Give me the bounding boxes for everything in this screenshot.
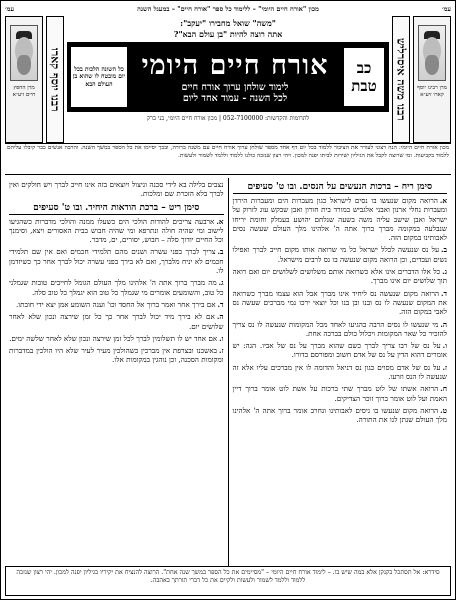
seif-paragraph	[233, 341, 448, 360]
masthead-center	[67, 16, 389, 143]
seif-number: א.	[216, 216, 224, 226]
contact-line: לתרומות והקדשות: 052-7100000 | מכון אורח חיים היומי, בני ברק	[146, 115, 310, 122]
seif-number: ו.	[442, 341, 447, 351]
date-month: טבת	[351, 77, 377, 95]
page-label-left: עמ׳	[5, 5, 15, 13]
masthead-line2: אתה רוצה להיות "בן עולם הבא"?	[173, 29, 283, 39]
seif-text: על נס של רבו צריך לברך כשם שהוא מברך על נס של אביו. הגה: יש אומרים דהוא הדין על נס של אדם חשוב ומפורסם בדורו.	[232, 341, 447, 360]
seif-number: ג.	[218, 278, 224, 288]
seif-text: מי שנעשו לו נסים הרבה בהגיעו לאחד מכל המקומות שנעשה לו נס צריך להזכיר כל שאר המקומות ויכלול כולם בברכה אחת.	[232, 319, 447, 338]
seif-text: על נס שנעשה לכלל ישראל כל מי שרואה אותו מקום חייב לברך ואפילו נשים ועבדים, וכן הרואה מקום שנעשה בו נס לרבים מישראל.	[232, 245, 447, 264]
masthead-line1: "משה" שואל מחבירו "יעקב":	[180, 18, 276, 28]
seif-paragraph	[233, 267, 448, 286]
seif-number: ב.	[217, 247, 224, 257]
title-box	[67, 42, 389, 112]
seif-text: אם בירך אחר ואמר ברוך אל החסד וכו' וענה השומע אמן יצא ידי חובתו.	[16, 299, 216, 309]
portrait-left-caption: מרן החפץ חיים זיע״א	[12, 85, 36, 98]
seif-text: אם לא בירך מיד יכול לברך אחר כך כל זמן שירצה ונכון שלא לאחר שלושים יום.	[9, 312, 224, 331]
seif-number: ד.	[217, 299, 224, 309]
portrait-right	[413, 16, 451, 143]
seif-paragraph	[9, 217, 224, 245]
portrait-left	[5, 16, 43, 143]
seif-number: ב.	[441, 245, 447, 255]
seif-text: באשכנז ובצרפת אין מברכין כשהולכין מעיר לעיר שלא היו הולכין במדברות ומקומות הסכנה, וכן נוהגין במקומות אלו.	[9, 346, 224, 365]
vertical-name-left: רבנו יוסף קארו	[46, 16, 64, 143]
institute-banner: מכון "אורח חיים היומי" – ללימוד כל ספר "אורח חיים" – במעגל השנה	[137, 5, 319, 13]
seif-paragraph	[9, 312, 224, 331]
notice-strip: מכון אורח חיים היומי: הנה רצוני לעורר את הציבור ללמוד בכל יום דף אחד מספר שולחן ערוך אורח חיים עם משנה ברורה, ובכך יסיימו את כל הספר במשך השנה. והרבה אנשים כבר קיבלו עליהם ללמוד בקביעות. ומי שרוצה לקבל את הגיליון ישירות לביתו יפנה למכון. ויהי רצון שנזכה כולנו ללמוד וללמד לשמור ולעשות.	[5, 143, 451, 175]
seif-text: הרואה מקום שנעשה נס ליחיד אינו מברך אבל הוא עצמו מברך כשרואה את המקום שנעשה לו נס ובנו ובן בנו וכל יוצאי ירכו נמי מברכים שעשה נס לאבי במקום הזה.	[232, 288, 447, 317]
seif-number: א.	[439, 196, 447, 205]
seif-paragraph	[233, 245, 448, 264]
seif-number: ה.	[440, 319, 447, 329]
seif-text: הרואה אשתו של לוט מברך שתי ברכות על אשת לוט אומר ברוך דיין האמת ועל לוט אומר ברוך זוכר הצדיקים.	[232, 384, 447, 403]
date-day: כב	[356, 59, 372, 77]
column-intro: נצבים בלילה בא לידי סכנה וניצול ויוצאים בזה אינו חייב לברך ויש חולקים ואין לברך בלא הזכרת שם ומלכות.	[9, 180, 224, 199]
seif-text: הרואה מקום שנעשו בו נסים לישראל כגון מעברות הים ומעברות הירדן ומעברות נחלי ארנון ואבני אלגביש במורד בית חורון ואבן שבקש עוג לזרוק על ישראל ואבן שישב עליה משה בשעה שנלחם יהושע בעמלק וחומת יריחו שנבלעה במקומה מברך ברוך אתה ה' אלהינו מלך העולם שעשה נסים לאבותינו במקום הזה.	[232, 196, 447, 243]
promise-box: כל השונה הלכות בכל יום מובטח לו שהוא בן העולם הבא	[70, 46, 128, 108]
seif-paragraph	[233, 320, 448, 339]
footer-box: סידרא: אל תסתכל בקנקן אלא במה שיש בו. – לימוד אורח חיים היומי – "מסיימים את כל הספר במשך שנה אחת". הרוצה להנציח את יקיריו בגיליון יפנה למכון. יהי רצון שנזכה ללמוד וללמד לשמור ולעשות ולקיים את כל דברי תורתך באהבה.	[5, 566, 451, 596]
seif-number: ט.	[440, 405, 447, 415]
title-subtitle-1: לימוד שולחן ערוך אורח חיים	[181, 81, 289, 93]
column-right	[229, 178, 452, 566]
seif-paragraph	[9, 346, 224, 365]
seif-paragraph	[9, 247, 224, 275]
page-label-right: עמ׳	[441, 5, 451, 13]
vertical-name-right: רבנו משה איסרליש	[392, 16, 410, 143]
seif-paragraph	[233, 384, 448, 403]
paragraph-list	[233, 196, 448, 425]
seif-text: מה מברך ברוך אתה ה' אלהינו מלך העולם הגומל לחייבים טובות שגמלני כל טוב, והשומעים אומרים מי שגמלך כל טוב הוא יגמלך כל טוב סלה.	[9, 278, 224, 297]
seif-number: ז.	[218, 346, 224, 356]
date-box	[342, 46, 386, 108]
seif-paragraph	[9, 300, 224, 309]
seif-paragraph	[233, 196, 448, 242]
seif-text: הרואה מקום שנעשו בו ניסים לאבותינו ונחרב אומר ברוך אתה ה' אלהינו מלך העולם שנתן לנו את התורה.	[232, 405, 447, 425]
portrait-beard	[17, 55, 31, 75]
seif-text: על נס של אדם מסוים כגון נס דניאל והדומה לו אין מברכים עליו אלא זה שנעשה לו הנס וזרעו.	[232, 362, 447, 382]
seif-paragraph	[233, 289, 448, 317]
seif-number: ג.	[442, 267, 447, 277]
seif-paragraph	[233, 406, 448, 425]
column-divider	[228, 178, 229, 566]
portrait-beard	[425, 55, 439, 75]
section-heading: סימן ריט – ברכת הודאות היחיד. ובו ט' סעיפים	[9, 202, 224, 215]
seif-number: ח.	[440, 384, 447, 394]
seif-text: צריך לברך בפני עשרה ושנים מהם תלמידי חכמים ואם אין שם תלמידי חכמים לא יניח מלברך, ואם לא בירך בפני עשרה יכול לברך אחר כך כשיזדמן לו.	[9, 247, 224, 276]
seif-number: ד.	[441, 288, 447, 298]
seif-text: אם אחד יש לו תשלומין לברך לכל זמן שירצה ונכון שלא לאחר שלשה ימים.	[9, 333, 218, 343]
section-heading: סימן ריח – ברכות הנעשים על הנסים. ובו ט' סעיפים	[233, 181, 448, 194]
column-left	[5, 178, 228, 566]
seif-number: ה.	[216, 312, 224, 322]
seif-paragraph	[233, 363, 448, 382]
page-title: אורח חיים היומי	[141, 49, 329, 81]
masthead	[5, 16, 451, 143]
paragraph-list	[9, 217, 224, 365]
seif-number: ז.	[442, 362, 447, 372]
seif-paragraph	[9, 334, 224, 343]
content-columns	[5, 178, 451, 566]
seif-text: ארבעה צריכים להודות הולכי הים כשעלו ממנה והולכי מדברות כשהגיעו לישוב ומי שהיה חולה ונתרפא ומי שהיה חבוש בבית האסורים ויצא, וסימנך וכל החיים יודוך סלה – חבוש, יסורים, ים, מדבר.	[9, 216, 224, 245]
seif-text: כל אלו הדברים אינו אלא כשרואה אותם משלושים לשלושים יום ואם רואה תוך שלושים יום אינו מברך.	[232, 267, 447, 286]
title-subtitle-2: לכל השנה - עמוד אחד ליום	[182, 92, 288, 104]
title-center	[132, 51, 338, 104]
seif-number: ו.	[219, 333, 224, 343]
portrait-right-caption: מרן רבינו יוסף קארו זיע״א	[417, 85, 447, 98]
seif-paragraph	[9, 278, 224, 297]
top-strip	[5, 3, 451, 15]
